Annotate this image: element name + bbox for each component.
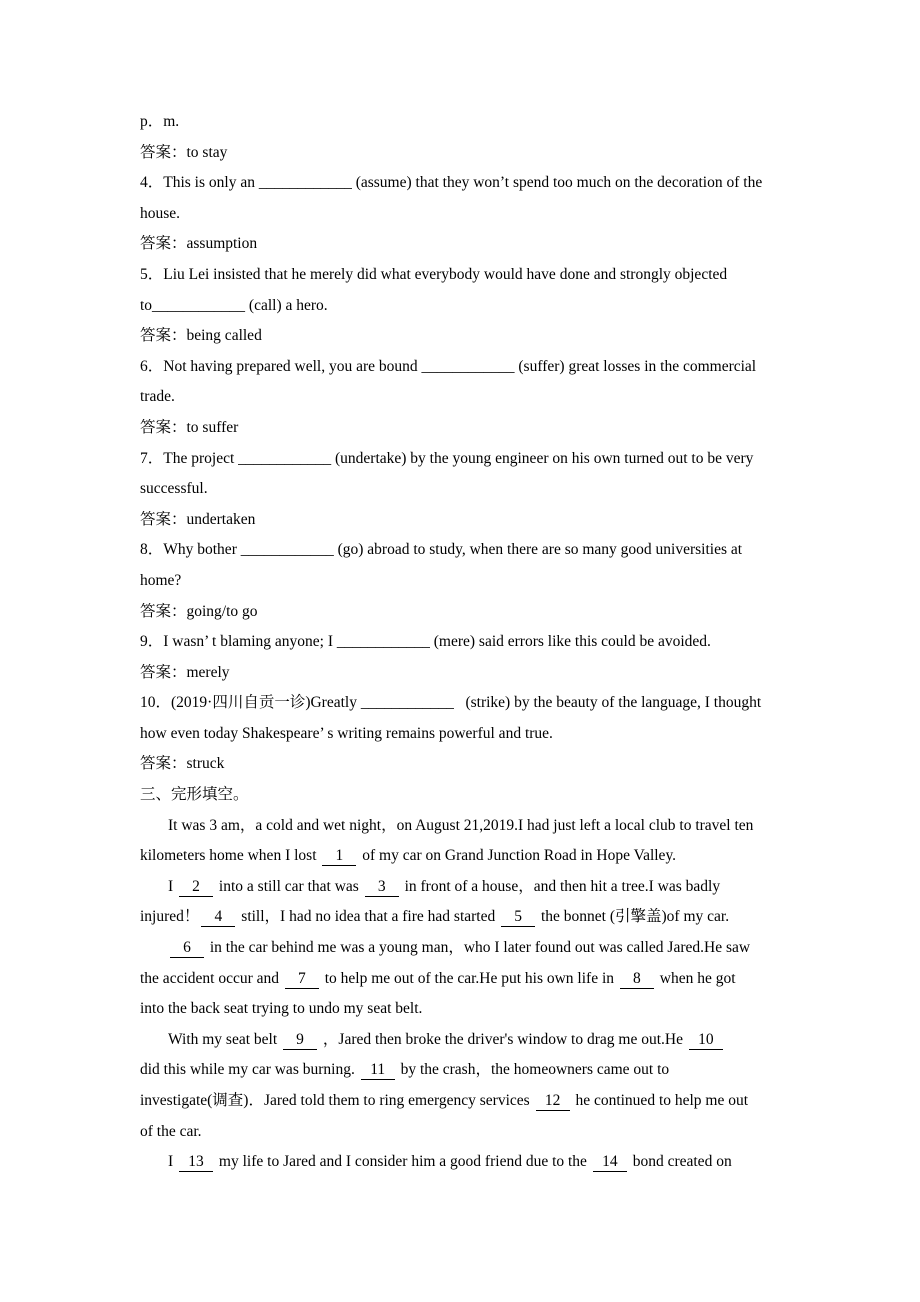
numbered-blank: 3: [365, 878, 399, 897]
text-segment: 三、完形填空。: [140, 786, 249, 804]
text-line: [140, 749, 802, 780]
text-line: [140, 902, 802, 933]
text-line: [140, 1055, 802, 1086]
text-segment: my life to Jared and I consider him a good friend due to the: [215, 1153, 591, 1171]
text-segment: still，I had no idea that a fire had started: [237, 908, 500, 926]
text-line: [140, 994, 802, 1025]
text-line: [140, 688, 802, 719]
text-segment: 9．I wasn’ t blaming anyone; I ____________ (mere) said errors like this could be avoided.: [140, 633, 711, 651]
text-segment: bond created on: [628, 1153, 732, 1171]
text-line: [140, 811, 802, 842]
text-line: [140, 444, 802, 475]
text-line: [140, 199, 802, 230]
text-line: [140, 413, 802, 444]
text-line: [140, 321, 802, 352]
text-line: [140, 168, 802, 199]
text-line: [140, 1147, 802, 1178]
numbered-blank: 11: [361, 1061, 395, 1080]
text-segment: 答案：undertaken: [140, 510, 256, 528]
text-line: [140, 719, 802, 750]
text-line: [140, 627, 802, 658]
text-segment: of the car.: [140, 1122, 202, 1140]
text-segment: 答案：assumption: [140, 235, 258, 253]
text-segment: ，Jared then broke the driver's window to drag me out.He: [319, 1030, 687, 1048]
numbered-blank: 6: [170, 939, 204, 958]
text-segment: 答案：to suffer: [140, 418, 239, 436]
text-segment: trade.: [140, 388, 175, 406]
text-segment: I: [168, 1153, 178, 1171]
text-segment: into the back seat trying to undo my seat belt.: [140, 1000, 423, 1018]
text-segment: 7．The project ____________ (undertake) by the young engineer on his own turned out to be very: [140, 449, 754, 467]
text-segment: injured！: [140, 908, 200, 926]
text-line: [140, 1086, 802, 1117]
numbered-blank: 10: [689, 1031, 723, 1050]
numbered-blank: 12: [536, 1092, 570, 1111]
text-line: [140, 474, 802, 505]
numbered-blank: 14: [593, 1153, 627, 1172]
text-line: [140, 658, 802, 689]
text-segment: It was 3 am，a cold and wet night，on August 21,2019.I had just left a local club to travel ten: [168, 816, 754, 834]
text-line: [140, 352, 802, 383]
text-line: [140, 291, 802, 322]
text-segment: p．m.: [140, 113, 180, 130]
text-segment: by the crash，the homeowners came out to: [396, 1061, 670, 1079]
text-segment: house.: [140, 204, 181, 222]
text-segment: investigate(调查)．Jared told them to ring emergency services: [140, 1092, 534, 1109]
text-segment: 10．(2019·四川自贡一诊)Greatly ____________ (strike) by the beauty of the language, I thought: [140, 694, 762, 712]
text-segment: 8．Why bother ____________ (go) abroad to study, when there are so many good universities at: [140, 541, 743, 559]
text-line: [140, 566, 802, 597]
text-segment: into a still car that was: [215, 877, 363, 895]
text-segment: the accident occur and: [140, 969, 283, 987]
numbered-blank: 1: [322, 847, 356, 866]
numbered-blank: 2: [179, 878, 213, 897]
text-segment: 答案：being called: [140, 327, 262, 345]
text-segment: With my seat belt: [168, 1030, 282, 1048]
numbered-blank: 5: [501, 908, 535, 927]
text-line: [140, 382, 802, 413]
text-segment: 6．Not having prepared well, you are bound ____________ (suffer) great losses in the commercial: [140, 357, 757, 375]
text-line: [140, 260, 802, 291]
text-segment: how even today Shakespeare’ s writing remains powerful and true.: [140, 724, 553, 742]
text-segment: of my car on Grand Junction Road in Hope Valley.: [358, 847, 677, 865]
numbered-blank: 4: [201, 908, 235, 927]
text-segment: successful.: [140, 480, 208, 498]
text-segment: to help me out of the car.He put his own life in: [320, 969, 618, 987]
text-line: [140, 933, 802, 964]
text-line: [140, 107, 802, 138]
numbered-blank: 8: [620, 970, 654, 989]
text-segment: 答案：going/to go: [140, 602, 258, 620]
text-line: [140, 138, 802, 169]
text-segment: I: [168, 877, 178, 895]
text-segment: the bonnet (引擎盖)of my car.: [537, 908, 730, 926]
text-line: [140, 872, 802, 903]
numbered-blank: 7: [285, 970, 319, 989]
text-segment: in front of a house，and then hit a tree.I was badly: [400, 877, 721, 895]
text-line: [140, 964, 802, 995]
text-line: [140, 841, 802, 872]
text-segment: home?: [140, 571, 182, 589]
text-segment: to____________ (call) a hero.: [140, 296, 328, 314]
text-segment: kilometers home when I lost: [140, 847, 321, 865]
text-line: [140, 229, 802, 260]
text-line: [140, 780, 802, 811]
text-line: [140, 597, 802, 628]
text-segment: 答案：to stay: [140, 143, 228, 161]
text-segment: 答案：struck: [140, 755, 225, 773]
numbered-blank: 9: [283, 1031, 317, 1050]
text-segment: he continued to help me out: [571, 1092, 749, 1109]
text-segment: 4．This is only an ____________ (assume) that they won’t spend too much on the decoration of the: [140, 174, 763, 192]
text-line: [140, 505, 802, 536]
text-segment: when he got: [655, 969, 736, 987]
text-line: [140, 1117, 802, 1148]
text-line: [140, 535, 802, 566]
text-line: [140, 1025, 802, 1056]
text-segment: 答案：merely: [140, 663, 230, 681]
text-segment: 5．Liu Lei insisted that he merely did what everybody would have done and strongly objected: [140, 265, 728, 283]
numbered-blank: 13: [179, 1153, 213, 1172]
text-segment: did this while my car was burning.: [140, 1061, 359, 1079]
text-segment: in the car behind me was a young man，who I later found out was called Jared.He saw: [206, 939, 751, 957]
